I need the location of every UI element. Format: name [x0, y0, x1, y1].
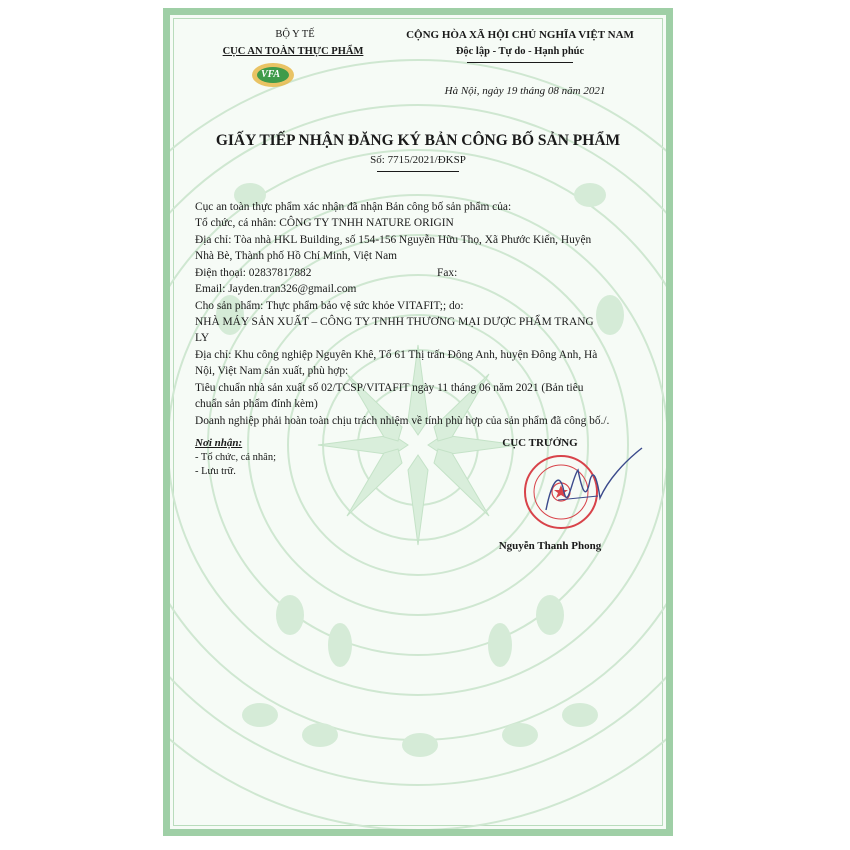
address-line-2: Nhà Bè, Thành phố Hồ Chí Minh, Việt Nam [195, 250, 398, 262]
manufacturer-address-1: Địa chỉ: Khu công nghiệp Nguyên Khê, Tổ 61 Thị trấn Đông Anh, huyện Đông Anh, Hà [195, 349, 598, 361]
certificate-document [163, 8, 673, 836]
phone-line: Điện thoại: 02837817882 [195, 267, 312, 279]
manufacturer-line-2: LY [195, 332, 210, 344]
recipient-item: - Tổ chức, cá nhân; [195, 452, 277, 463]
vfa-logo: VFA [250, 61, 296, 89]
motto-underline [467, 62, 573, 63]
recipients-heading: Nơi nhận: [195, 437, 243, 449]
product-line: Cho sản phẩm: Thực phẩm bảo vệ sức khỏe VITAFIT;; do: [195, 300, 464, 312]
number-underline [377, 171, 459, 172]
manufacturer-line-1: NHÀ MÁY SẢN XUẤT – CÔNG TY TNHH THƯƠNG MẠI DƯỢC PHẨM TRANG [195, 316, 594, 328]
standard-line-1: Tiêu chuẩn nhà sản xuất số 02/TCSP/VITAFIT ngày 11 tháng 06 năm 2021 (Bản tiêu [195, 382, 584, 394]
fax-line: Fax: [437, 267, 458, 279]
responsibility-line: Doanh nghiệp phải hoàn toàn chịu trách nhiệm về tính phù hợp của sản phẩm đã công bố./. [195, 415, 610, 427]
email-line: Email: Jayden.tran326@gmail.com [195, 283, 357, 295]
address-line-1: Địa chỉ: Tòa nhà HKL Building, số 154-156 Nguyễn Hữu Thọ, Xã Phước Kiển, Huyện [195, 234, 592, 246]
national-motto: Độc lập - Tự do - Hạnh phúc [455, 46, 585, 57]
agency-name: CỤC AN TOÀN THỰC PHẨM [222, 46, 364, 57]
organization-line: Tổ chức, cá nhân: CÔNG TY TNHH NATURE ORIGIN [195, 217, 454, 229]
handwritten-signature [538, 440, 648, 530]
ministry-name: BỘ Y TẾ [275, 29, 315, 40]
issue-date: Hà Nội, ngày 19 tháng 08 năm 2021 [444, 85, 606, 97]
manufacturer-address-2: Nội, Việt Nam sản xuất, phù hợp: [195, 365, 349, 377]
republic-name: CỘNG HÒA XÃ HỘI CHỦ NGHĨA VIỆT NAM [406, 29, 634, 41]
recipient-item: - Lưu trữ. [195, 466, 236, 477]
intro-line: Cục an toàn thực phẩm xác nhận đã nhận Bản công bố sản phẩm của: [195, 201, 512, 213]
document-number: Số: 7715/2021/ĐKSP [370, 154, 466, 166]
signatory-title: CỤC TRƯỞNG [502, 437, 578, 449]
standard-line-2: chuẩn sản phẩm đính kèm) [195, 398, 318, 410]
document-title: GIẤY TIẾP NHẬN ĐĂNG KÝ BẢN CÔNG BỐ SẢN PHẨM [215, 132, 621, 149]
signatory-name: Nguyễn Thanh Phong [498, 540, 602, 552]
